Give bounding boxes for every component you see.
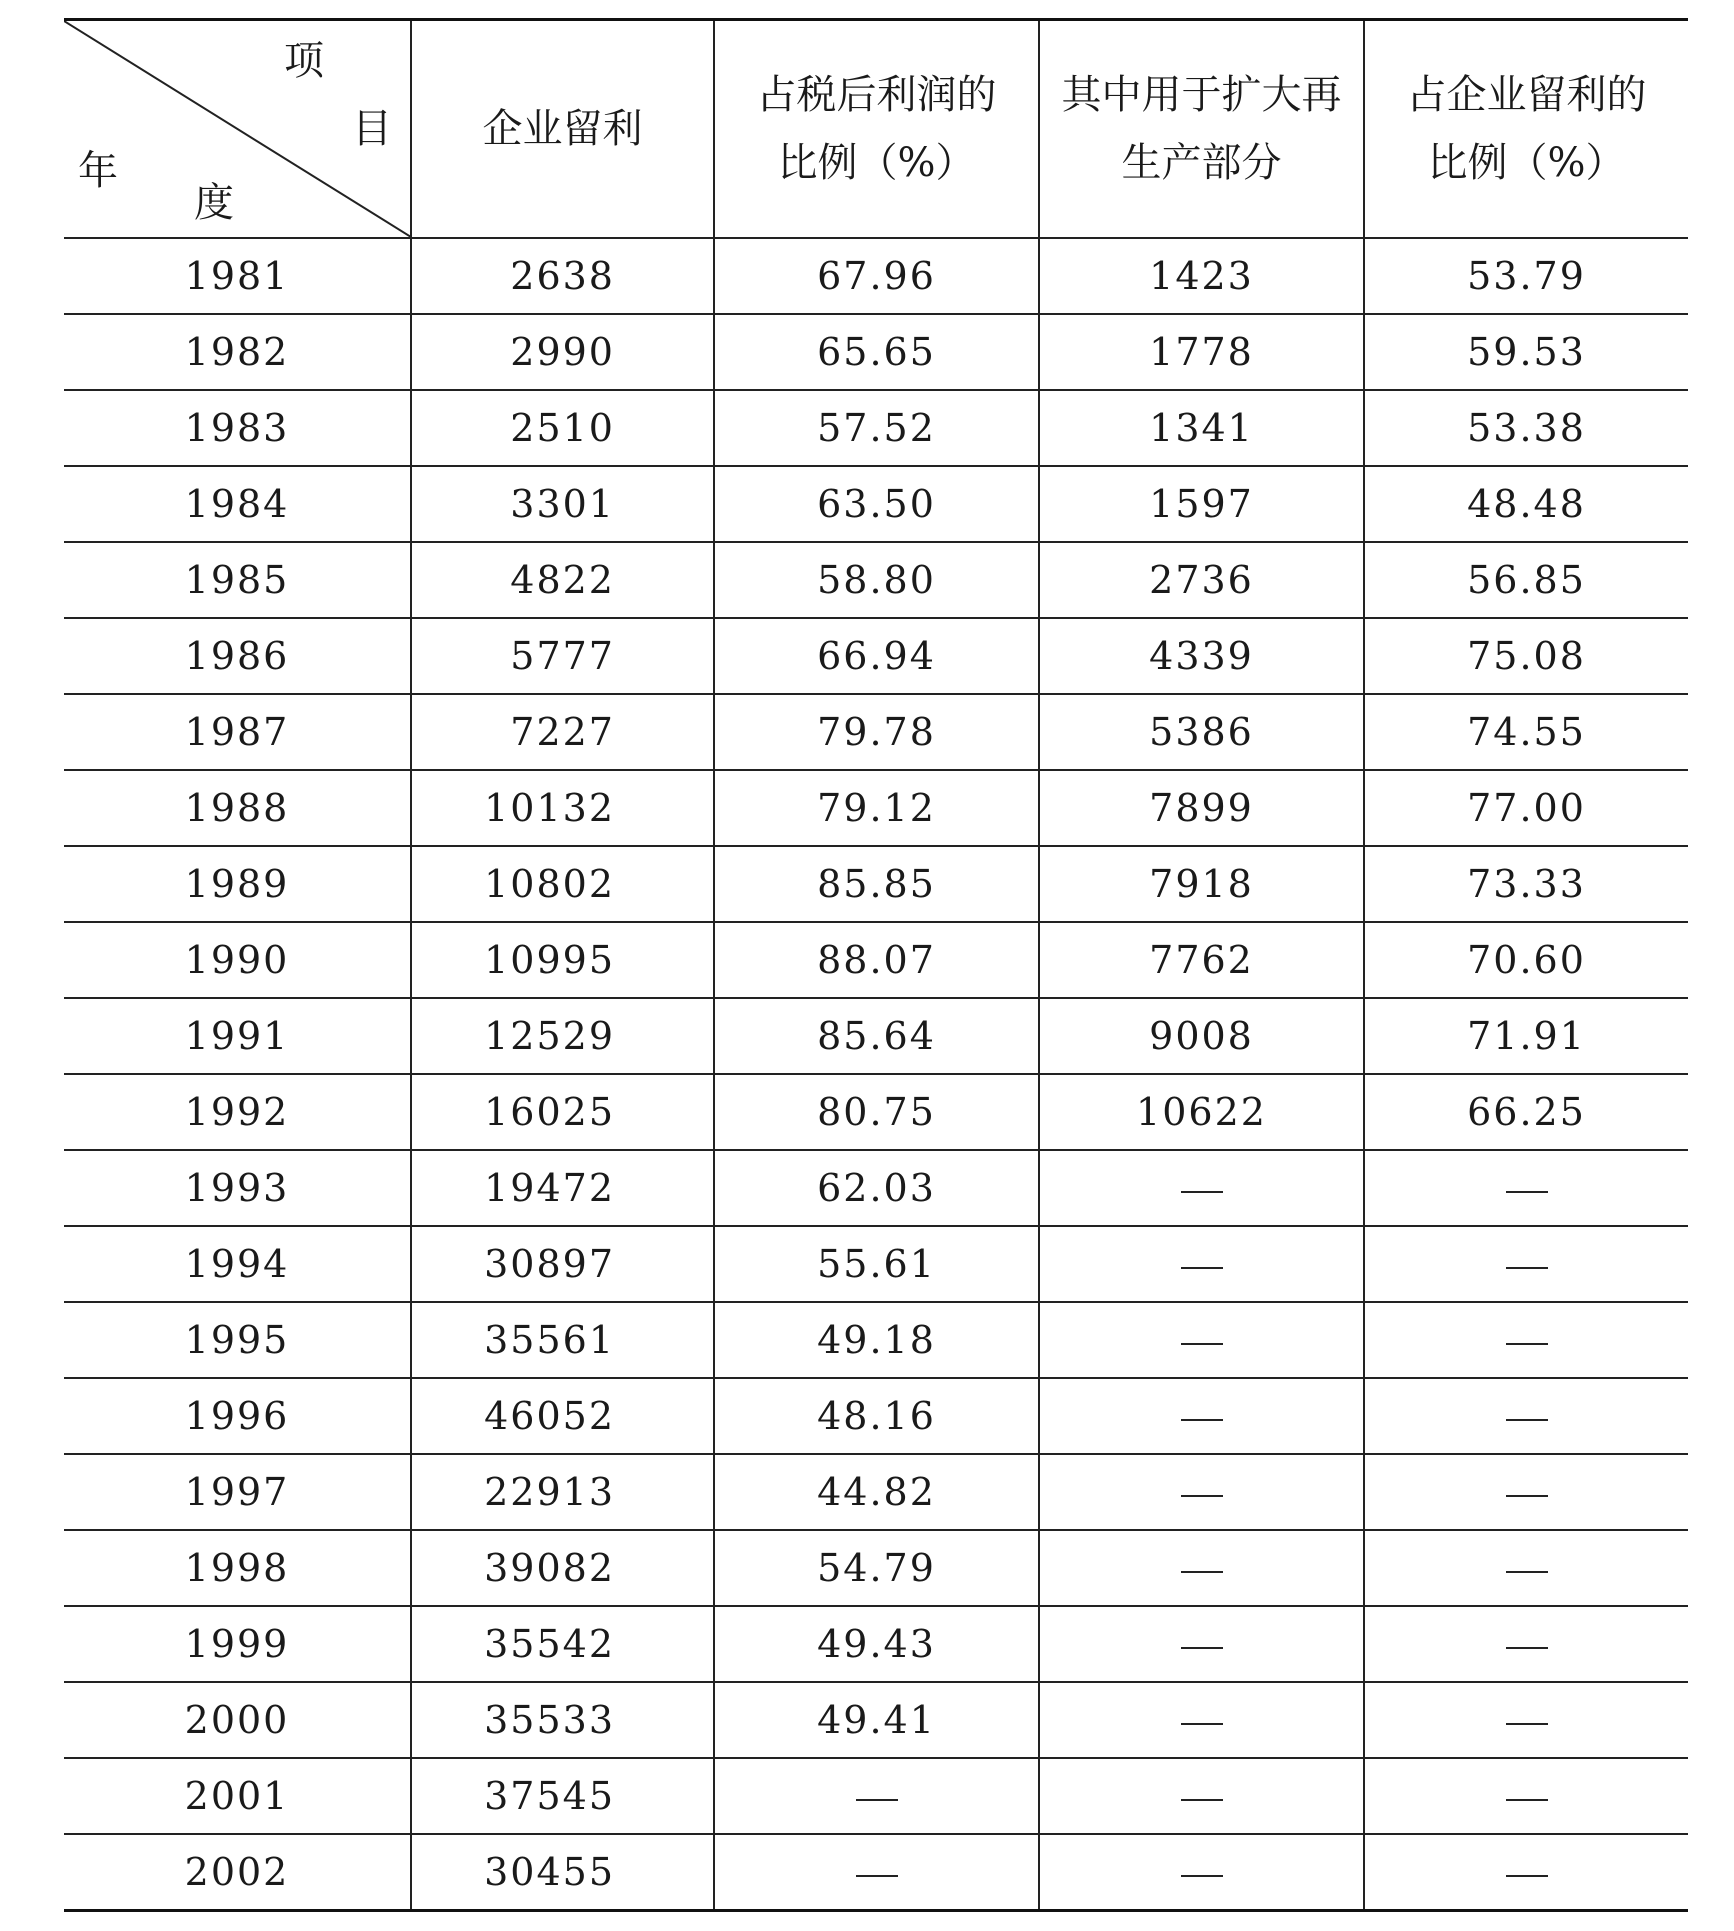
empty-dash	[1506, 1495, 1548, 1497]
cell-retained-profit: 2990	[411, 314, 714, 390]
cell-expansion-portion	[1039, 1758, 1364, 1834]
cell-year: 1982	[64, 314, 411, 390]
cell-year: 2001	[64, 1758, 411, 1834]
cell-retained-profit: 35533	[411, 1682, 714, 1758]
cell-retained-profit: 7227	[411, 694, 714, 770]
empty-dash	[1506, 1875, 1548, 1877]
empty-dash	[1181, 1799, 1223, 1801]
cell-share-of-retained-profit	[1364, 1454, 1688, 1530]
cell-expansion-portion: 7762	[1039, 922, 1364, 998]
corner-year-char-2: 度	[194, 180, 234, 226]
cell-year: 1995	[64, 1302, 411, 1378]
table-row	[64, 1606, 1688, 1682]
cell-share-of-after-tax-profit: 49.41	[714, 1682, 1039, 1758]
empty-dash	[1181, 1723, 1223, 1725]
table-body	[64, 238, 1688, 1911]
cell-share-of-retained-profit: 56.85	[1364, 542, 1688, 618]
empty-dash	[1181, 1647, 1223, 1649]
empty-dash	[1506, 1571, 1548, 1573]
cell-share-of-after-tax-profit: 88.07	[714, 922, 1039, 998]
cell-share-of-after-tax-profit: 62.03	[714, 1150, 1039, 1226]
cell-retained-profit: 46052	[411, 1378, 714, 1454]
cell-share-of-after-tax-profit: 63.50	[714, 466, 1039, 542]
table-row	[64, 390, 1688, 466]
cell-share-of-after-tax-profit: 48.16	[714, 1378, 1039, 1454]
cell-year: 1999	[64, 1606, 411, 1682]
table-row	[64, 694, 1688, 770]
cell-expansion-portion: 1423	[1039, 238, 1364, 314]
table-row	[64, 618, 1688, 694]
table-row	[64, 466, 1688, 542]
cell-retained-profit: 35542	[411, 1606, 714, 1682]
empty-dash	[1181, 1343, 1223, 1345]
cell-share-of-retained-profit	[1364, 1150, 1688, 1226]
cell-year: 1991	[64, 998, 411, 1074]
cell-retained-profit: 10132	[411, 770, 714, 846]
header-line: 生产部分	[1121, 140, 1282, 186]
cell-share-of-after-tax-profit: 55.61	[714, 1226, 1039, 1302]
cell-share-of-after-tax-profit: 44.82	[714, 1454, 1039, 1530]
cell-year: 1994	[64, 1226, 411, 1302]
table-row	[64, 1758, 1688, 1834]
cell-expansion-portion: 10622	[1039, 1074, 1364, 1150]
cell-expansion-portion: 1778	[1039, 314, 1364, 390]
empty-dash	[1506, 1343, 1548, 1345]
cell-expansion-portion	[1039, 1226, 1364, 1302]
cell-retained-profit: 22913	[411, 1454, 714, 1530]
cell-share-of-after-tax-profit: 49.18	[714, 1302, 1039, 1378]
cell-retained-profit: 39082	[411, 1530, 714, 1606]
column-header-share-of-after-tax-profit	[714, 20, 1039, 239]
table-row	[64, 1834, 1688, 1911]
cell-year: 1988	[64, 770, 411, 846]
table-row	[64, 1302, 1688, 1378]
empty-dash	[1506, 1419, 1548, 1421]
retained-profit-table	[64, 18, 1688, 1912]
cell-retained-profit: 3301	[411, 466, 714, 542]
empty-dash	[1181, 1495, 1223, 1497]
header-line: 占企业留利的	[1406, 72, 1647, 118]
cell-retained-profit: 2510	[411, 390, 714, 466]
cell-share-of-after-tax-profit	[714, 1758, 1039, 1834]
cell-retained-profit: 19472	[411, 1150, 714, 1226]
cell-expansion-portion	[1039, 1834, 1364, 1911]
cell-year: 1983	[64, 390, 411, 466]
header-line: 企业留利	[482, 106, 643, 152]
cell-share-of-after-tax-profit: 66.94	[714, 618, 1039, 694]
table-row	[64, 542, 1688, 618]
cell-share-of-retained-profit: 66.25	[1364, 1074, 1688, 1150]
cell-share-of-retained-profit: 75.08	[1364, 618, 1688, 694]
cell-year: 1984	[64, 466, 411, 542]
cell-expansion-portion	[1039, 1150, 1364, 1226]
cell-share-of-after-tax-profit: 58.80	[714, 542, 1039, 618]
cell-retained-profit: 35561	[411, 1302, 714, 1378]
cell-share-of-retained-profit: 71.91	[1364, 998, 1688, 1074]
cell-year: 1992	[64, 1074, 411, 1150]
column-header-retained-profit	[411, 20, 714, 239]
cell-share-of-retained-profit: 74.55	[1364, 694, 1688, 770]
corner-item-char-1: 项	[284, 38, 324, 84]
empty-dash	[1506, 1191, 1548, 1193]
empty-dash	[856, 1875, 898, 1877]
cell-share-of-retained-profit	[1364, 1378, 1688, 1454]
cell-share-of-after-tax-profit: 85.64	[714, 998, 1039, 1074]
column-header-share-of-retained-profit	[1364, 20, 1688, 239]
empty-dash	[1506, 1723, 1548, 1725]
cell-share-of-retained-profit: 70.60	[1364, 922, 1688, 998]
table-row	[64, 998, 1688, 1074]
table-row	[64, 1454, 1688, 1530]
cell-year: 2002	[64, 1834, 411, 1911]
data-table-container	[64, 18, 1688, 1912]
cell-retained-profit: 10802	[411, 846, 714, 922]
cell-expansion-portion	[1039, 1530, 1364, 1606]
corner-year-char-1: 年	[78, 148, 118, 194]
cell-expansion-portion: 7899	[1039, 770, 1364, 846]
corner-item-char-2: 目	[352, 106, 392, 152]
cell-retained-profit: 37545	[411, 1758, 714, 1834]
table-row	[64, 1682, 1688, 1758]
table-row	[64, 846, 1688, 922]
cell-retained-profit: 4822	[411, 542, 714, 618]
empty-dash	[1506, 1267, 1548, 1269]
table-row	[64, 1074, 1688, 1150]
cell-share-of-after-tax-profit: 80.75	[714, 1074, 1039, 1150]
table-row	[64, 1226, 1688, 1302]
cell-year: 1998	[64, 1530, 411, 1606]
cell-expansion-portion: 2736	[1039, 542, 1364, 618]
cell-expansion-portion: 7918	[1039, 846, 1364, 922]
cell-expansion-portion	[1039, 1302, 1364, 1378]
cell-retained-profit: 30455	[411, 1834, 714, 1911]
empty-dash	[1181, 1267, 1223, 1269]
cell-year: 1981	[64, 238, 411, 314]
table-row	[64, 770, 1688, 846]
cell-year: 1997	[64, 1454, 411, 1530]
cell-share-of-after-tax-profit: 54.79	[714, 1530, 1039, 1606]
table-row	[64, 238, 1688, 314]
cell-retained-profit: 30897	[411, 1226, 714, 1302]
cell-expansion-portion	[1039, 1606, 1364, 1682]
cell-retained-profit: 2638	[411, 238, 714, 314]
cell-share-of-after-tax-profit: 79.78	[714, 694, 1039, 770]
cell-expansion-portion: 1597	[1039, 466, 1364, 542]
table-row	[64, 1378, 1688, 1454]
cell-share-of-retained-profit	[1364, 1758, 1688, 1834]
cell-share-of-after-tax-profit: 85.85	[714, 846, 1039, 922]
cell-retained-profit: 5777	[411, 618, 714, 694]
cell-share-of-after-tax-profit	[714, 1834, 1039, 1911]
cell-expansion-portion	[1039, 1378, 1364, 1454]
empty-dash	[1181, 1875, 1223, 1877]
header-line: 比例（%）	[777, 140, 976, 186]
empty-dash	[1506, 1647, 1548, 1649]
header-line: 占税后利润的	[756, 72, 997, 118]
empty-dash	[1506, 1799, 1548, 1801]
cell-share-of-after-tax-profit: 49.43	[714, 1606, 1039, 1682]
cell-year: 1993	[64, 1150, 411, 1226]
cell-share-of-retained-profit	[1364, 1606, 1688, 1682]
cell-retained-profit: 10995	[411, 922, 714, 998]
column-header-expansion-portion	[1039, 20, 1364, 239]
cell-share-of-retained-profit	[1364, 1682, 1688, 1758]
table-row	[64, 1150, 1688, 1226]
cell-share-of-retained-profit: 53.79	[1364, 238, 1688, 314]
table-header	[64, 20, 1688, 239]
cell-expansion-portion: 9008	[1039, 998, 1364, 1074]
table-row	[64, 1530, 1688, 1606]
table-row	[64, 922, 1688, 998]
cell-share-of-retained-profit: 73.33	[1364, 846, 1688, 922]
cell-expansion-portion	[1039, 1454, 1364, 1530]
cell-share-of-after-tax-profit: 57.52	[714, 390, 1039, 466]
cell-retained-profit: 16025	[411, 1074, 714, 1150]
empty-dash	[1181, 1191, 1223, 1193]
cell-share-of-retained-profit: 48.48	[1364, 466, 1688, 542]
cell-share-of-retained-profit	[1364, 1226, 1688, 1302]
cell-expansion-portion	[1039, 1682, 1364, 1758]
cell-year: 1985	[64, 542, 411, 618]
empty-dash	[1181, 1571, 1223, 1573]
cell-share-of-retained-profit	[1364, 1834, 1688, 1911]
cell-share-of-retained-profit	[1364, 1530, 1688, 1606]
cell-expansion-portion: 5386	[1039, 694, 1364, 770]
cell-expansion-portion: 4339	[1039, 618, 1364, 694]
cell-share-of-retained-profit: 77.00	[1364, 770, 1688, 846]
cell-share-of-after-tax-profit: 65.65	[714, 314, 1039, 390]
cell-year: 1989	[64, 846, 411, 922]
cell-year: 2000	[64, 1682, 411, 1758]
cell-share-of-retained-profit	[1364, 1302, 1688, 1378]
empty-dash	[856, 1799, 898, 1801]
cell-share-of-after-tax-profit: 67.96	[714, 238, 1039, 314]
cell-share-of-after-tax-profit: 79.12	[714, 770, 1039, 846]
header-row	[64, 20, 1688, 239]
header-line: 其中用于扩大再	[1061, 72, 1342, 118]
cell-year: 1986	[64, 618, 411, 694]
cell-share-of-retained-profit: 59.53	[1364, 314, 1688, 390]
cell-expansion-portion: 1341	[1039, 390, 1364, 466]
cell-share-of-retained-profit: 53.38	[1364, 390, 1688, 466]
cell-year: 1987	[64, 694, 411, 770]
corner-header-cell	[64, 20, 411, 239]
header-line: 比例（%）	[1427, 140, 1626, 186]
cell-year: 1996	[64, 1378, 411, 1454]
table-row	[64, 314, 1688, 390]
empty-dash	[1181, 1419, 1223, 1421]
cell-retained-profit: 12529	[411, 998, 714, 1074]
cell-year: 1990	[64, 922, 411, 998]
